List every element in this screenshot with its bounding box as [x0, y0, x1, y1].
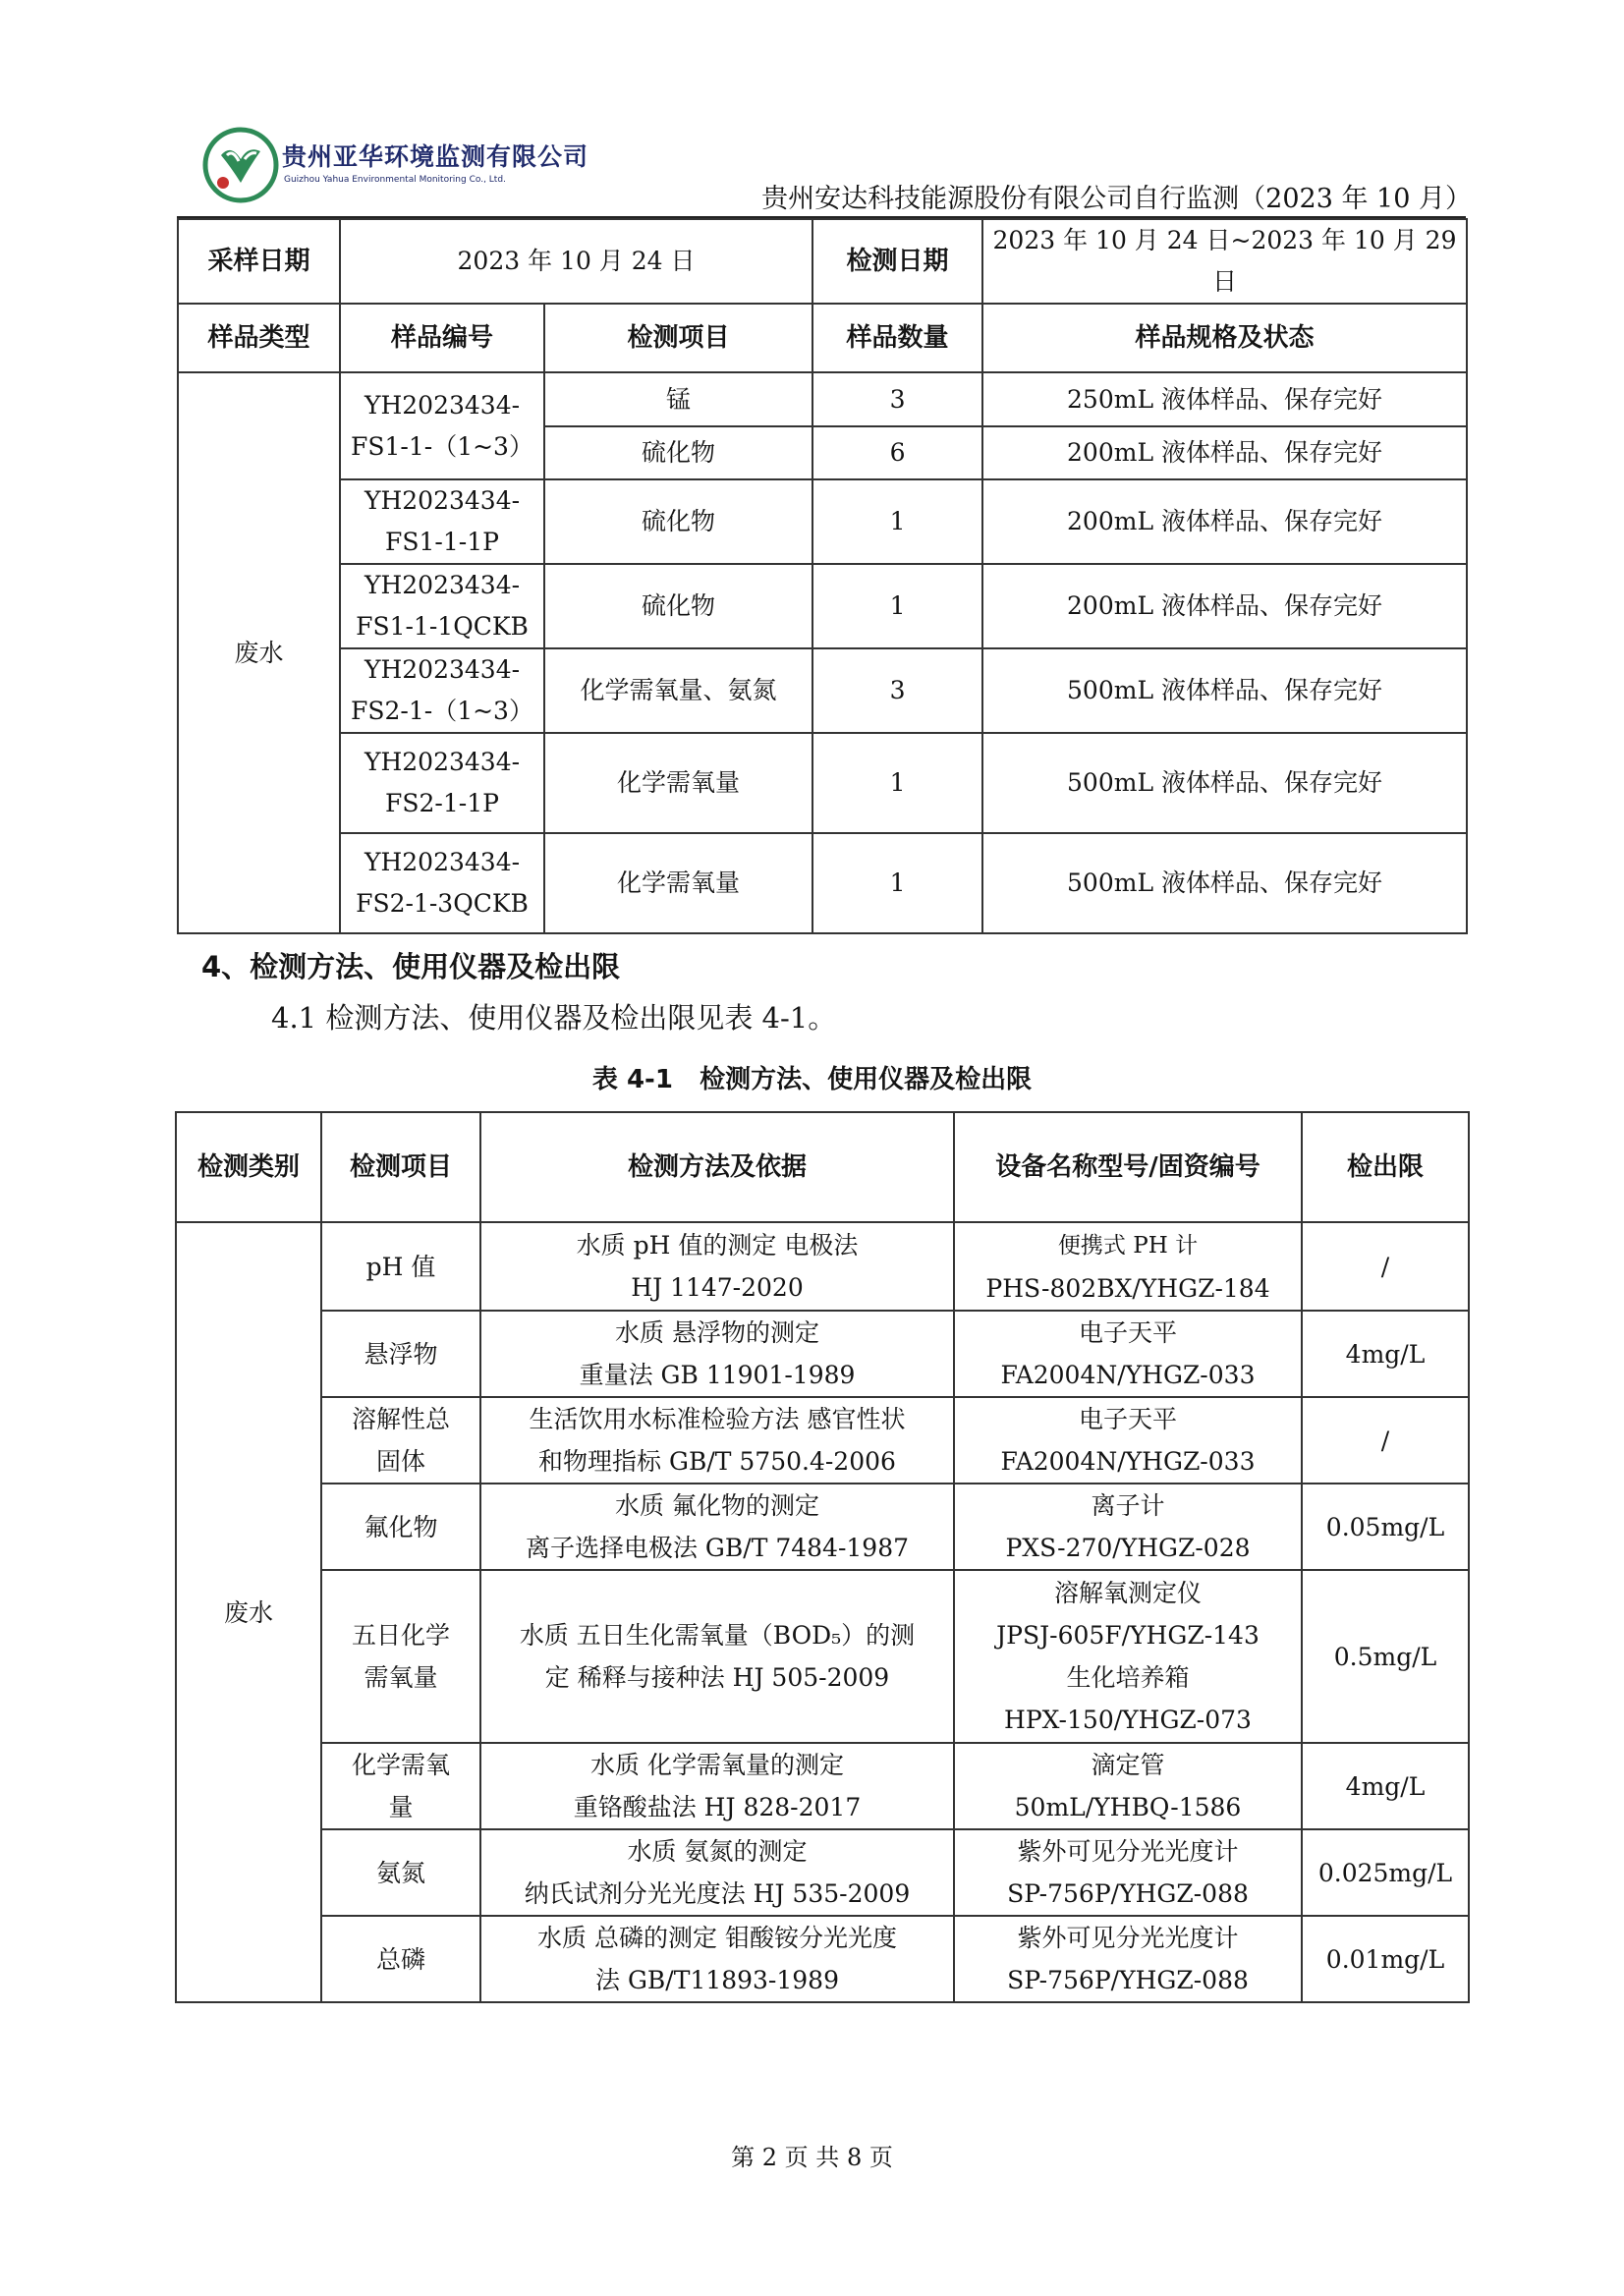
method-cell	[480, 1397, 954, 1484]
item-line: 氟化物	[364, 1512, 438, 1541]
equipment-line: FA2004N/YHGZ-033	[1000, 1447, 1256, 1476]
column-header: 样品类型	[178, 304, 340, 372]
sample-id-line: FS2-1-1P	[385, 789, 499, 817]
method-line: 水质 化学需氧量的测定	[590, 1751, 844, 1779]
equipment-line: 溶解氧测定仪	[1053, 1579, 1202, 1607]
item-line: 总磷	[375, 1944, 425, 1974]
method-line: 水质 氨氮的测定	[627, 1837, 808, 1866]
quantity-cell: 6	[812, 426, 982, 479]
equipment-line: HPX-150/YHGZ-073	[1004, 1706, 1252, 1734]
table-row	[178, 219, 1467, 304]
sample-id-line: FS2-1-3QCKB	[356, 889, 529, 918]
spec-cell: 200mL 液体样品、保存完好	[982, 479, 1467, 564]
method-line: HJ 1147-2020	[631, 1273, 804, 1302]
equipment-line: 电子天平	[1078, 1405, 1177, 1433]
column-header: 检测项目	[544, 304, 812, 372]
item-line: 氨氮	[375, 1858, 425, 1887]
method-table	[175, 1111, 1470, 2003]
sample-id-line: YH2023434-	[364, 390, 521, 420]
item-line: 溶解性总	[351, 1405, 450, 1433]
sample-id-line: FS1-1-1P	[385, 528, 499, 556]
spec-cell: 200mL 液体样品、保存完好	[982, 564, 1467, 648]
quantity-cell: 3	[812, 648, 982, 733]
table-row	[178, 479, 1467, 564]
limit-cell: /	[1302, 1222, 1469, 1311]
test-item-cell: 硫化物	[544, 564, 812, 648]
sample-id-cell	[340, 733, 544, 833]
equipment-line: 50mL/YHBQ-1586	[1014, 1793, 1242, 1821]
item-cell	[321, 1397, 480, 1484]
item-cell	[321, 1829, 480, 1916]
test-item-cell: 化学需氧量、氨氮	[544, 648, 812, 733]
report-title: 贵州安达科技能源股份有限公司自行监测（2023 年 10 月）	[761, 184, 1472, 214]
item-line: 量	[388, 1793, 414, 1821]
method-line: 水质 氟化物的测定	[615, 1491, 819, 1520]
section-heading: 4、检测方法、使用仪器及检出限	[201, 950, 621, 983]
equipment-cell	[954, 1222, 1302, 1311]
company-name-en: Guizhou Yahua Environmental Monitoring Co., Ltd.	[284, 175, 506, 185]
column-header: 检测项目	[321, 1112, 480, 1222]
sample-type-cell: 废水	[178, 372, 340, 933]
item-line: pH 值	[365, 1252, 436, 1281]
equipment-line: FA2004N/YHGZ-033	[1000, 1361, 1256, 1389]
table-header-row	[176, 1112, 1469, 1222]
quantity-cell: 1	[812, 733, 982, 833]
sample-id-line: YH2023434-	[364, 848, 521, 876]
column-header: 检出限	[1302, 1112, 1469, 1222]
equipment-cell	[954, 1484, 1302, 1570]
method-line: 离子选择电极法 GB/T 7484-1987	[525, 1534, 910, 1562]
limit-cell: 4mg/L	[1302, 1311, 1469, 1397]
quantity-cell: 1	[812, 833, 982, 933]
table-row	[176, 1829, 1469, 1916]
test-item-cell: 锰	[544, 372, 812, 426]
sample-id-cell	[340, 479, 544, 564]
spec-cell: 500mL 液体样品、保存完好	[982, 833, 1467, 933]
table-row	[176, 1397, 1469, 1484]
limit-cell: 4mg/L	[1302, 1743, 1469, 1829]
equipment-line: PHS-802BX/YHGZ-184	[985, 1274, 1270, 1303]
equipment-line: PXS-270/YHGZ-028	[1005, 1534, 1251, 1562]
table-header-row	[178, 304, 1467, 372]
item-line: 化学需氧	[351, 1751, 450, 1779]
quantity-cell: 3	[812, 372, 982, 426]
method-line: 和物理指标 GB/T 5750.4-2006	[538, 1447, 896, 1476]
equipment-line: 紫外可见分光光度计	[1017, 1837, 1239, 1866]
equipment-line: 离子计	[1091, 1491, 1165, 1520]
sample-id-line: FS1-1-1QCKB	[356, 612, 529, 641]
sample-id-cell	[340, 833, 544, 933]
column-header: 样品数量	[812, 304, 982, 372]
spec-cell: 500mL 液体样品、保存完好	[982, 733, 1467, 833]
method-cell	[480, 1222, 954, 1311]
table-row	[176, 1222, 1469, 1311]
limit-cell: 0.025mg/L	[1302, 1829, 1469, 1916]
sample-info-table	[177, 218, 1468, 934]
equipment-line: 电子天平	[1078, 1318, 1177, 1347]
table-row	[178, 564, 1467, 648]
equipment-cell	[954, 1829, 1302, 1916]
table-row	[176, 1570, 1469, 1743]
sample-id-line: YH2023434-	[364, 655, 521, 684]
table-row	[178, 372, 1467, 426]
sample-id-line: FS1-1-（1~3）	[351, 431, 533, 461]
column-header: 检测类别	[176, 1112, 321, 1222]
column-header: 样品编号	[340, 304, 544, 372]
item-line: 固体	[375, 1447, 425, 1476]
limit-cell: 0.01mg/L	[1302, 1916, 1469, 2002]
method-line: 重量法 GB 11901-1989	[579, 1361, 856, 1389]
column-header: 样品规格及状态	[982, 304, 1467, 372]
item-cell	[321, 1570, 480, 1743]
spec-cell: 200mL 液体样品、保存完好	[982, 426, 1467, 479]
company-logo	[201, 126, 594, 204]
equipment-cell	[954, 1743, 1302, 1829]
sampling-date-label: 采样日期	[178, 219, 340, 304]
table-row	[178, 648, 1467, 733]
quantity-cell: 1	[812, 479, 982, 564]
method-cell	[480, 1570, 954, 1743]
limit-cell: /	[1302, 1397, 1469, 1484]
sample-id-line: YH2023434-	[364, 571, 521, 599]
limit-cell: 0.05mg/L	[1302, 1484, 1469, 1570]
table-row	[176, 1311, 1469, 1397]
equipment-line: SP-756P/YHGZ-088	[1007, 1879, 1249, 1908]
spec-cell: 250mL 液体样品、保存完好	[982, 372, 1467, 426]
column-header: 检测方法及依据	[480, 1112, 954, 1222]
equipment-line: 便携式 PH 计	[1057, 1233, 1199, 1259]
sample-id-cell	[340, 648, 544, 733]
test-item-cell: 化学需氧量	[544, 833, 812, 933]
method-line: 水质 总磷的测定 钼酸铵分光光度	[537, 1924, 897, 1952]
item-cell	[321, 1311, 480, 1397]
table-caption: 表 4-1 检测方法、使用仪器及检出限	[591, 1065, 1033, 1094]
table-row	[178, 733, 1467, 833]
equipment-line: 生化培养箱	[1066, 1663, 1190, 1692]
method-cell	[480, 1743, 954, 1829]
method-cell	[480, 1484, 954, 1570]
sample-id-cell	[340, 372, 544, 479]
table-row	[176, 1484, 1469, 1570]
equipment-line: JPSJ-605F/YHGZ-143	[996, 1621, 1260, 1650]
sample-id-cell	[340, 564, 544, 648]
method-line: 纳氏试剂分光光度法 HJ 535-2009	[524, 1879, 911, 1908]
method-line: 生活饮用水标准检验方法 感官性状	[529, 1405, 906, 1433]
spec-cell: 500mL 液体样品、保存完好	[982, 648, 1467, 733]
method-line: 重铬酸盐法 HJ 828-2017	[573, 1793, 862, 1821]
limit-cell: 0.5mg/L	[1302, 1570, 1469, 1743]
item-line: 五日化学	[351, 1621, 450, 1650]
method-line: 法 GB/T11893-1989	[595, 1966, 839, 1994]
table-row	[178, 833, 1467, 933]
test-item-cell: 硫化物	[544, 426, 812, 479]
equipment-cell	[954, 1311, 1302, 1397]
method-cell	[480, 1311, 954, 1397]
quantity-cell: 1	[812, 564, 982, 648]
table-row	[176, 1743, 1469, 1829]
page-number: 第 2 页 共 8 页	[731, 2144, 893, 2171]
test-date-label: 检测日期	[812, 219, 982, 304]
equipment-line: SP-756P/YHGZ-088	[1007, 1966, 1249, 1994]
method-line: 水质 悬浮物的测定	[615, 1318, 819, 1347]
test-item-cell: 化学需氧量	[544, 733, 812, 833]
method-line: 定 稀释与接种法 HJ 505-2009	[544, 1663, 890, 1692]
sample-id-line: YH2023434-	[364, 748, 521, 776]
equipment-line: 紫外可见分光光度计	[1017, 1924, 1239, 1952]
sampling-date-value: 2023 年 10 月 24 日	[340, 219, 812, 304]
equipment-cell	[954, 1397, 1302, 1484]
test-date-value: 2023 年 10 月 24 日~2023 年 10 月 29 日	[982, 219, 1467, 304]
item-cell	[321, 1916, 480, 2002]
sample-id-line: FS2-1-（1~3）	[351, 697, 533, 725]
sample-id-line: YH2023434-	[364, 486, 521, 515]
method-line: 水质 pH 值的测定 电极法	[576, 1231, 859, 1260]
method-line: 水质 五日生化需氧量（BOD₅）的测	[519, 1621, 916, 1650]
item-cell	[321, 1222, 480, 1311]
equipment-cell	[954, 1916, 1302, 2002]
item-cell	[321, 1484, 480, 1570]
section-paragraph: 4.1 检测方法、使用仪器及检出限见表 4-1。	[271, 1001, 837, 1035]
company-name-cn: 贵州亚华环境监测有限公司	[282, 142, 589, 171]
category-cell: 废水	[176, 1222, 321, 2002]
test-item-cell: 硫化物	[544, 479, 812, 564]
item-line: 需氧量	[364, 1663, 438, 1692]
column-header: 设备名称型号/固资编号	[954, 1112, 1302, 1222]
company-logo-icon	[201, 126, 280, 204]
item-cell	[321, 1743, 480, 1829]
method-cell	[480, 1829, 954, 1916]
table-row	[176, 1916, 1469, 2002]
item-line: 悬浮物	[364, 1339, 438, 1369]
equipment-cell	[954, 1570, 1302, 1743]
method-cell	[480, 1916, 954, 2002]
equipment-line: 滴定管	[1091, 1751, 1165, 1779]
